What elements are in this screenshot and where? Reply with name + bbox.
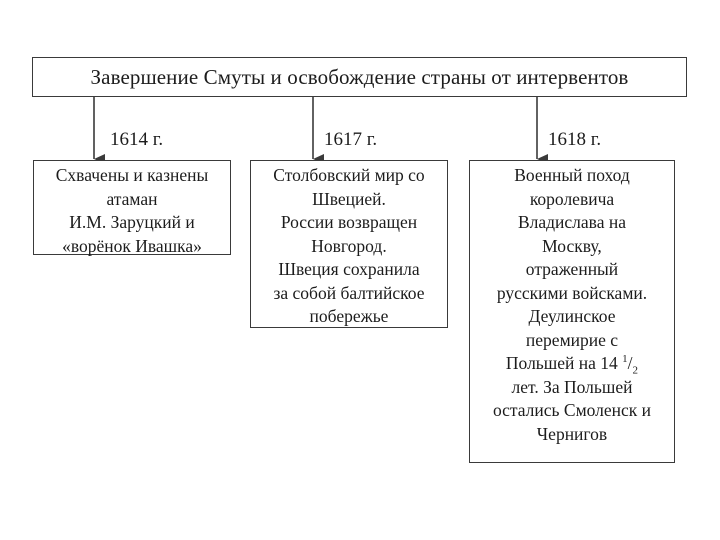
event-text-1618-part1: Военный поход королевича Владислава на Москву, отраженный русскими войсками. Деулинское перемирие с Польшей на 14 bbox=[496, 165, 648, 373]
year-label-1617: 1617 г. bbox=[324, 129, 378, 150]
fraction-denominator: 2 bbox=[632, 364, 639, 377]
event-text-1617: Столбовский мир со Швецией. России возвращен Новгород. Швеция сохранила за собой балтийское побережье bbox=[273, 165, 425, 326]
event-text-1614: Схвачены и казнены атаман И.М. Заруцкий и «ворёнок Ивашка» bbox=[55, 165, 209, 256]
year-label-1614: 1614 г. bbox=[110, 129, 164, 150]
event-text-1618 bbox=[493, 164, 651, 446]
fraction-half: $^1/_2$ bbox=[622, 353, 639, 377]
year-label-1618: 1618 г. bbox=[548, 129, 602, 150]
event-box-1614 bbox=[33, 160, 231, 255]
title-box bbox=[32, 57, 687, 97]
event-text-1618-part2: лет. За Польшей остались Смоленск и Чернигов bbox=[492, 376, 652, 444]
fraction-numerator: 1 bbox=[622, 353, 628, 366]
diagram-title: Завершение Смуты и освобождение страны от интервентов bbox=[90, 64, 629, 89]
event-box-1618 bbox=[469, 160, 675, 463]
event-box-1617 bbox=[250, 160, 448, 328]
